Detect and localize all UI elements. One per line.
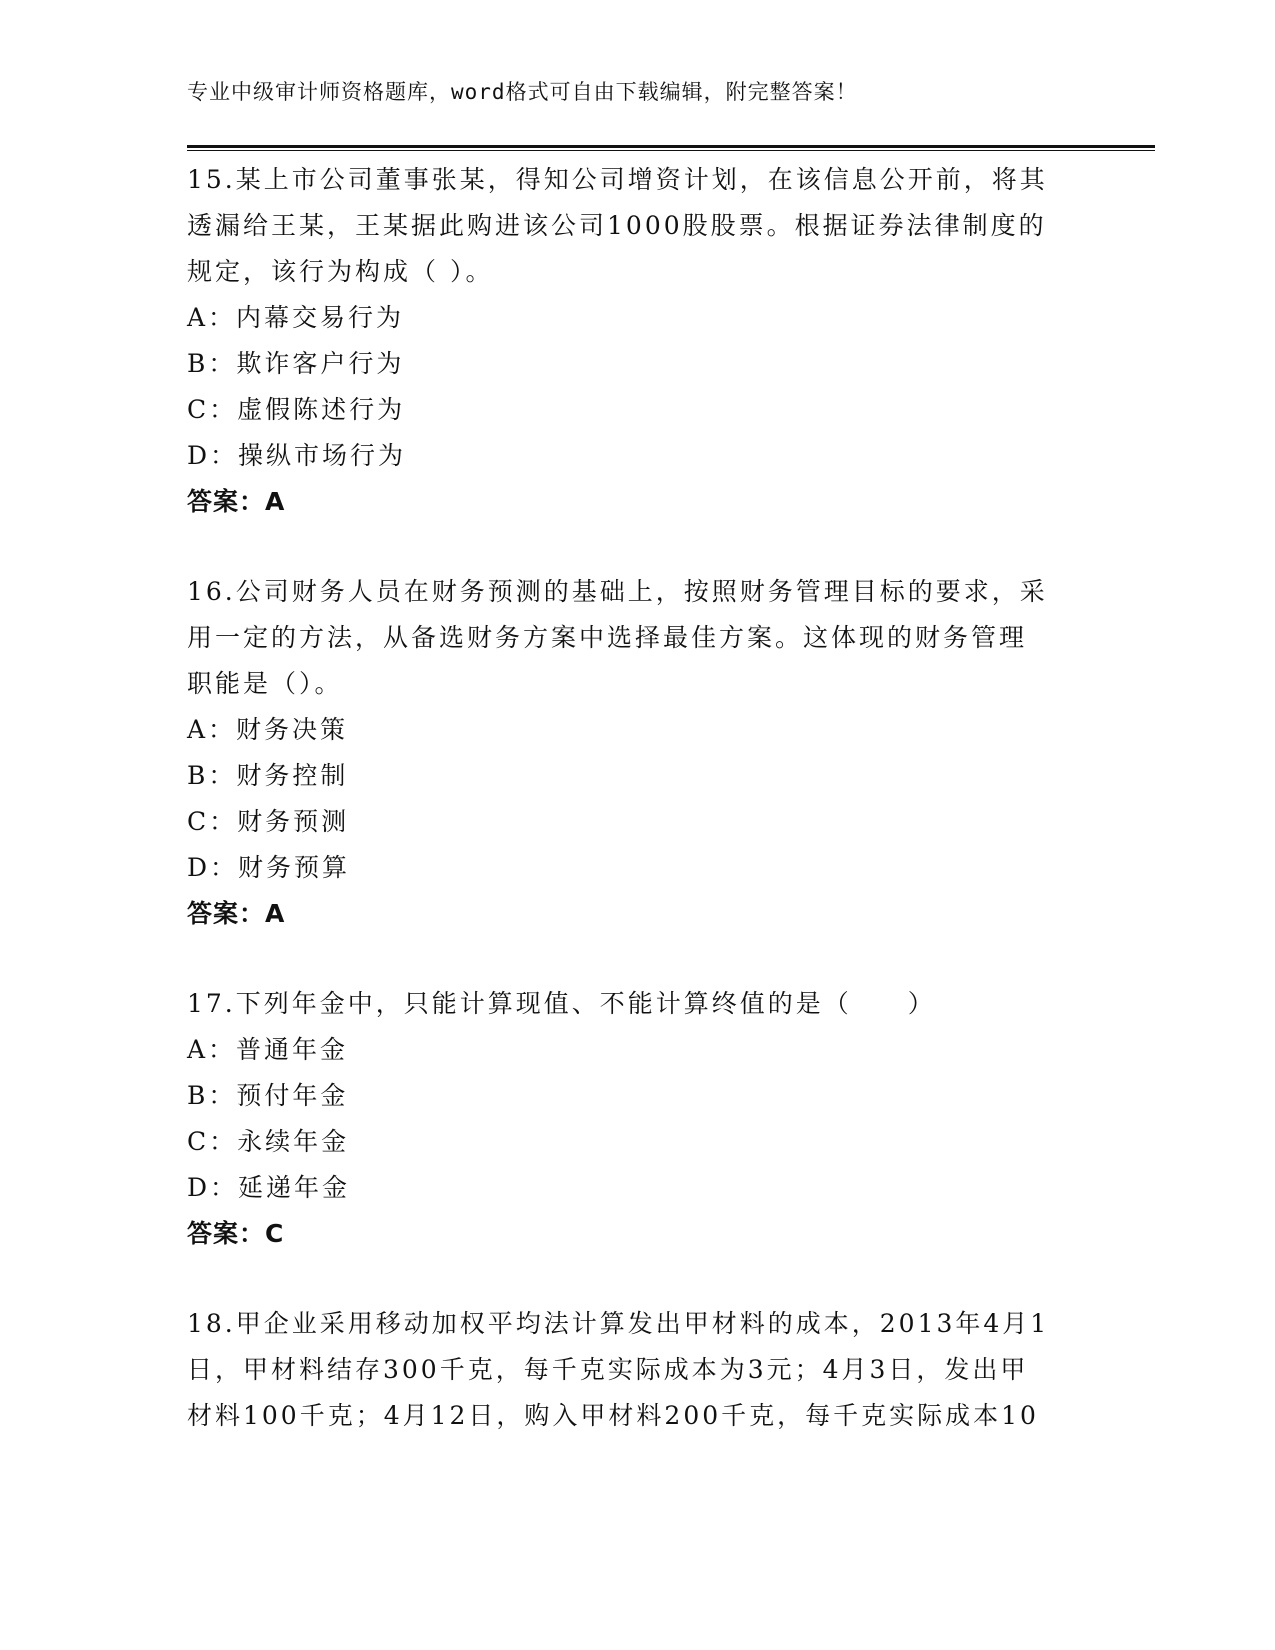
option-c: C：财务预测 — [187, 807, 350, 836]
question-stem-line: 透漏给王某，王某据此购进该公司1000股股票。根据证券法律制度的 — [187, 211, 1047, 240]
option-a: A：普通年金 — [187, 1035, 349, 1064]
question-16 — [187, 569, 1087, 937]
question-stem-line: 职能是（）。 — [187, 669, 343, 698]
question-stem-line: 17.下列年金中，只能计算现值、不能计算终值的是（ ） — [187, 989, 936, 1018]
option-c: C：永续年金 — [187, 1127, 350, 1156]
spacer — [187, 525, 1087, 569]
answer: 答案：C — [187, 1219, 285, 1248]
question-stem-line: 材料100千克；4月12日，购入甲材料200千克，每千克实际成本10 — [187, 1401, 1039, 1430]
header-rule-thin — [187, 150, 1155, 151]
option-a: A：内幕交易行为 — [187, 303, 405, 332]
question-stem-line: 规定，该行为构成（ ）。 — [187, 257, 494, 286]
question-list — [187, 157, 1087, 1439]
question-15 — [187, 157, 1087, 525]
option-a: A：财务决策 — [187, 715, 349, 744]
page-header: 专业中级审计师资格题库，word格式可自由下载编辑，附完整答案！ — [187, 80, 858, 104]
question-stem-line: 18.甲企业采用移动加权平均法计算发出甲材料的成本，2013年4月1 — [187, 1309, 1050, 1338]
spacer — [187, 1257, 1087, 1301]
answer: 答案：A — [187, 899, 286, 928]
spacer — [187, 937, 1087, 981]
question-stem-line: 日，甲材料结存300千克，每千克实际成本为3元；4月3日，发出甲 — [187, 1355, 1029, 1384]
option-d: D：财务预算 — [187, 853, 351, 882]
answer: 答案：A — [187, 487, 286, 516]
option-b: B：财务控制 — [187, 761, 349, 790]
option-d: D：操纵市场行为 — [187, 441, 407, 470]
question-stem-line: 15.某上市公司董事张某，得知公司增资计划，在该信息公开前，将其 — [187, 165, 1048, 194]
option-c: C：虚假陈述行为 — [187, 395, 406, 424]
header-rule-thick — [187, 145, 1155, 148]
question-18 — [187, 1301, 1087, 1439]
question-stem-line: 用一定的方法，从备选财务方案中选择最佳方案。这体现的财务管理 — [187, 623, 1028, 652]
question-17 — [187, 981, 1087, 1257]
option-d: D：延递年金 — [187, 1173, 351, 1202]
option-b: B：预付年金 — [187, 1081, 349, 1110]
option-b: B：欺诈客户行为 — [187, 349, 405, 378]
question-stem-line: 16.公司财务人员在财务预测的基础上，按照财务管理目标的要求，采 — [187, 577, 1048, 606]
